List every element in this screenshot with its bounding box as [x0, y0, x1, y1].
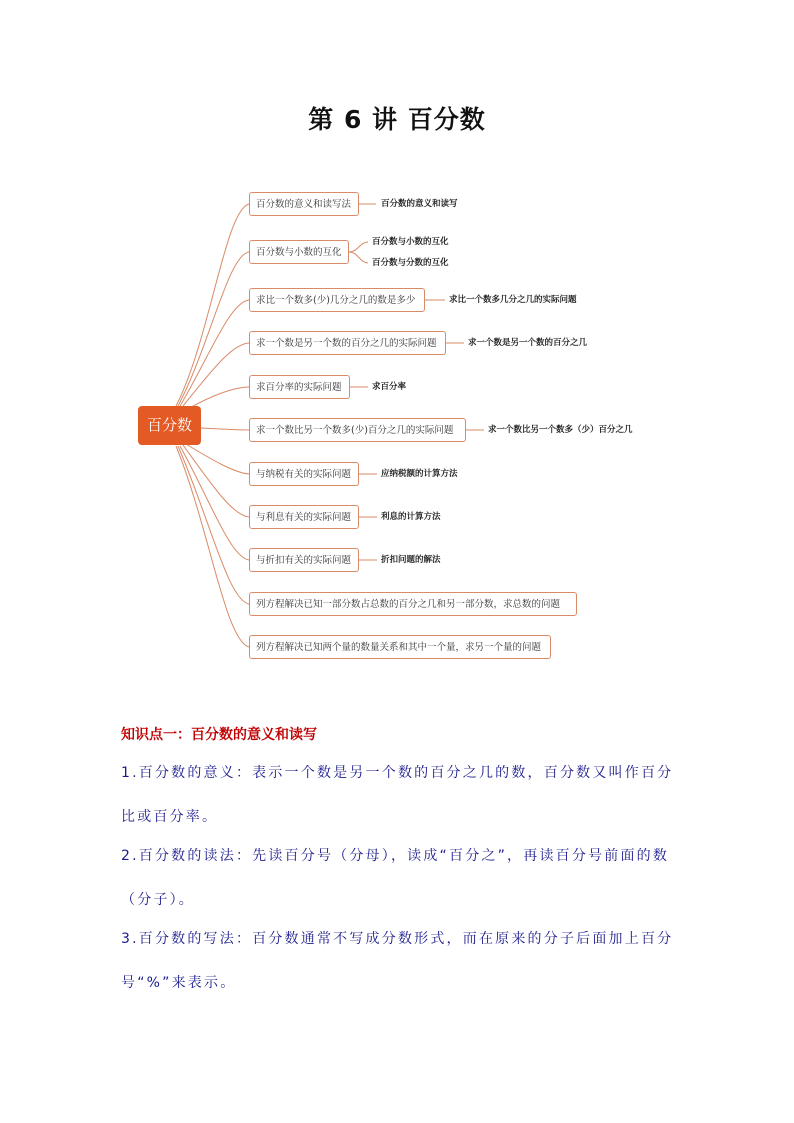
paragraph-writing: 3.百分数的写法：百分数通常不写成分数形式，而在原来的分子后面加上百分号“%”来表示。 — [121, 931, 674, 991]
branch-equation-total: 列方程解决已知一部分数占总数的百分之几和另一部分数，求总数的问题 — [249, 592, 577, 616]
leaf-tax: 应纳税额的计算方法 — [381, 469, 458, 479]
branch-percent-of-another: 求一个数是另一个数的百分之几的实际问题 — [249, 331, 446, 355]
leaf-decimal: 百分数与小数的互化 — [372, 237, 449, 247]
paragraph-meaning: 1.百分数的意义：表示一个数是另一个数的百分之几的数，百分数又叫作百分比或百分率。 — [121, 765, 674, 825]
branch-decimal-conversion: 百分数与小数的互化 — [249, 240, 349, 264]
leaf-more-fraction: 求比一个数多几分之几的实际问题 — [449, 295, 577, 305]
branch-meaning-reading: 百分数的意义和读写法 — [249, 192, 359, 216]
paragraph-reading: 2.百分数的读法：先读百分号（分母），读成“百分之”，再读百分号前面的数（分子）。 — [121, 848, 670, 908]
leaf-discount: 折扣问题的解法 — [381, 555, 441, 565]
branch-equation-quantity: 列方程解决已知两个量的数量关系和其中一个量，求另一个量的问题 — [249, 635, 551, 659]
branch-interest: 与利息有关的实际问题 — [249, 505, 359, 529]
page-title: 第 6 讲 百分数 — [308, 105, 486, 134]
branch-discount: 与折扣有关的实际问题 — [249, 548, 359, 572]
branch-more-less-percent: 求一个数比另一个数多(少)百分之几的实际问题 — [249, 418, 466, 442]
mindmap-root: 百分数 — [138, 406, 201, 445]
branch-more-less-fraction: 求比一个数多(少)几分之几的数是多少 — [249, 288, 425, 312]
branch-tax: 与纳税有关的实际问题 — [249, 462, 359, 486]
leaf-interest: 利息的计算方法 — [381, 512, 441, 522]
section-heading: 知识点一：百分数的意义和读写 — [121, 727, 317, 743]
branch-percentage-rate: 求百分率的实际问题 — [249, 375, 350, 399]
leaf-fraction: 百分数与分数的互化 — [372, 258, 449, 268]
leaf-meaning-reading: 百分数的意义和读写 — [381, 199, 458, 209]
leaf-percentage-rate: 求百分率 — [372, 382, 407, 392]
leaf-more-less-percent: 求一个数比另一个数多（少）百分之几 — [488, 425, 633, 435]
leaf-percent-of-another: 求一个数是另一个数的百分之几 — [468, 338, 588, 348]
